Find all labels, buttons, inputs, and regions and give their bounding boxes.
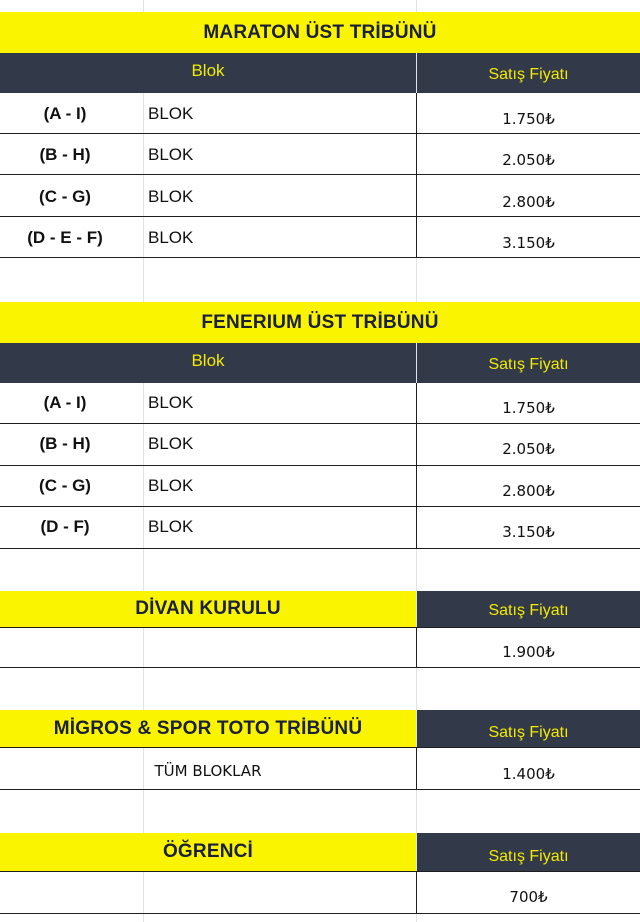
- row-divider: [0, 871, 640, 872]
- price-value: 3.150₺: [502, 523, 555, 541]
- price-value: 2.050₺: [502, 151, 555, 169]
- price-value: 1.400₺: [502, 765, 555, 783]
- block-label: BLOK: [148, 393, 194, 412]
- block-code: (D - E - F): [27, 228, 103, 247]
- price-value: 1.750₺: [502, 399, 555, 417]
- price-value: 2.800₺: [502, 482, 555, 500]
- row-divider: [0, 133, 640, 134]
- row-divider: [0, 789, 640, 790]
- section-title: MİGROS & SPOR TOTO TRİBÜNÜ: [0, 710, 416, 747]
- column-divider: [416, 871, 417, 914]
- block-label: BLOK: [148, 476, 194, 495]
- section-title: DİVAN KURULU: [0, 591, 416, 627]
- block-code: (C - G): [39, 187, 91, 206]
- price-header: Satış Fiyatı: [417, 591, 640, 627]
- column-divider: [416, 627, 417, 668]
- block-label: BLOK: [148, 145, 194, 164]
- row-divider: [0, 747, 640, 748]
- price-header: Satış Fiyatı: [417, 833, 640, 871]
- row-divider: [0, 627, 640, 628]
- block-code: (B - H): [39, 434, 91, 453]
- row-divider: [0, 548, 640, 549]
- price-value: 1.750₺: [502, 110, 555, 128]
- all-blocks-label: TÜM BLOKLAR: [154, 762, 262, 780]
- price-value: 700₺: [509, 888, 548, 906]
- price-header: Satış Fiyatı: [417, 53, 640, 93]
- block-code: (B - H): [39, 145, 91, 164]
- row-divider: [0, 174, 640, 175]
- price-value: 3.150₺: [502, 234, 555, 252]
- block-label: BLOK: [148, 228, 194, 247]
- block-label: BLOK: [148, 517, 194, 536]
- price-header: Satış Fiyatı: [417, 343, 640, 383]
- column-divider: [416, 93, 417, 258]
- section-title: FENERIUM ÜST TRİBÜNÜ: [0, 302, 640, 343]
- price-value: 1.900₺: [502, 643, 555, 661]
- row-divider: [0, 257, 640, 258]
- row-divider: [0, 667, 640, 668]
- blok-header: Blok: [0, 343, 416, 383]
- section-title: ÖĞRENCİ: [0, 833, 416, 871]
- section-title: MARATON ÜST TRİBÜNÜ: [0, 12, 640, 53]
- grid-line: [143, 0, 144, 922]
- price-value: 2.800₺: [502, 193, 555, 211]
- price-value: 2.050₺: [502, 440, 555, 458]
- row-divider: [0, 216, 640, 217]
- block-label: BLOK: [148, 104, 194, 123]
- row-divider: [0, 506, 640, 507]
- block-code: (A - I): [43, 104, 87, 123]
- block-label: BLOK: [148, 434, 194, 453]
- row-divider: [0, 913, 640, 914]
- column-divider: [416, 747, 417, 790]
- block-code: (D - F): [40, 517, 90, 536]
- row-divider: [0, 465, 640, 466]
- column-divider: [416, 383, 417, 549]
- block-label: BLOK: [148, 187, 194, 206]
- price-header: Satış Fiyatı: [417, 710, 640, 747]
- blok-header: Blok: [0, 53, 416, 93]
- block-code: (C - G): [39, 476, 91, 495]
- row-divider: [0, 423, 640, 424]
- block-code: (A - I): [43, 393, 87, 412]
